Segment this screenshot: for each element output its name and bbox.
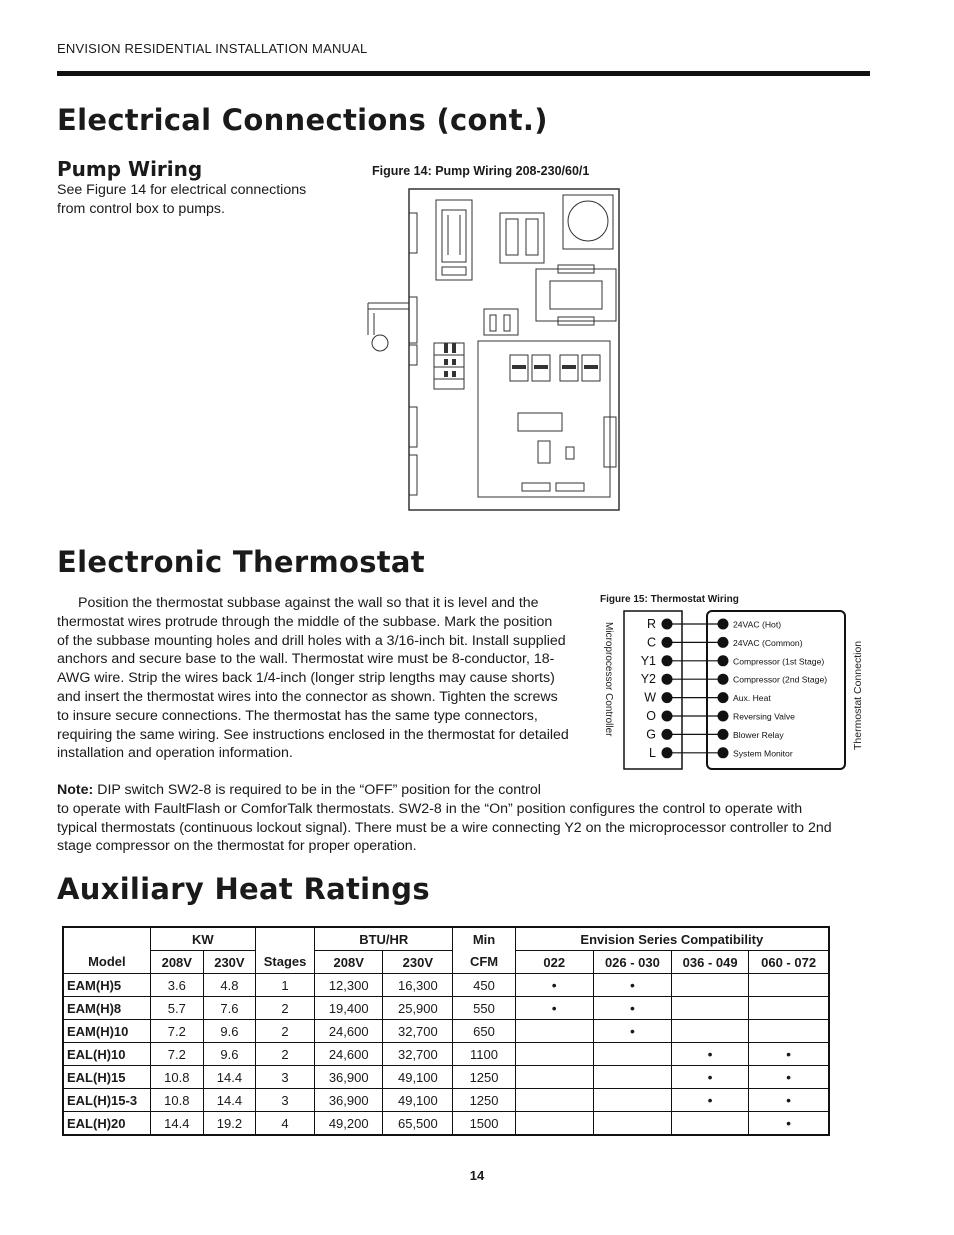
min-header: Min (453, 927, 515, 951)
auxiliary-heat-ratings-title: Auxiliary Heat Ratings (57, 872, 430, 906)
thermostat-terminal-dot (718, 692, 729, 703)
btu-header: BTU/HR (315, 927, 453, 951)
compat-022-cell: • (515, 974, 593, 997)
model-header: Model (63, 951, 150, 974)
kw-208v-cell: 3.6 (150, 974, 203, 997)
compat-026-030-cell: • (593, 974, 671, 997)
thermostat-paragraph (57, 594, 587, 763)
terminal-description: Reversing Valve (733, 711, 795, 722)
stages-header: Stages (255, 951, 314, 974)
kw-208v-cell: 10.8 (150, 1089, 203, 1112)
stages-cell: 1 (255, 974, 314, 997)
compat-022-cell (515, 1066, 593, 1089)
compat-060-072-cell: • (749, 1112, 829, 1136)
btu-230v-cell: 25,900 (383, 997, 453, 1020)
paragraph-line: thermostat wires protrude through the middle of the subbase. Mark the position (57, 613, 553, 630)
compat-026-030-header: 026 - 030 (593, 951, 671, 974)
kw-230v-cell: 14.4 (203, 1066, 255, 1089)
compat-036-049-cell (672, 1020, 749, 1043)
table-row (63, 1089, 829, 1112)
paragraph-line: requiring the same wiring. See instructions enclosed in the thermostat for detailed (57, 726, 569, 743)
terminal-label-w: W (644, 690, 656, 705)
kw-230v-cell: 7.6 (203, 997, 255, 1020)
auxiliary-heat-ratings-table (62, 926, 830, 1136)
kw-230v-cell: 9.6 (203, 1043, 255, 1066)
compat-036-049-cell (672, 974, 749, 997)
model-cell: EAL(H)15 (63, 1066, 150, 1089)
btu-230v-cell: 49,100 (383, 1066, 453, 1089)
table-row (63, 1043, 829, 1066)
thermostat-terminal-box (707, 611, 845, 769)
kw-230v-cell: 9.6 (203, 1020, 255, 1043)
compat-022-cell: • (515, 997, 593, 1020)
cfm-cell: 450 (453, 974, 515, 997)
table-sub-header-row (63, 951, 829, 974)
page-number: 14 (469, 1168, 485, 1183)
compat-036-049-cell: • (672, 1043, 749, 1066)
btu-208v-cell: 24,600 (315, 1043, 383, 1066)
header-rule (57, 71, 870, 76)
cfm-header: CFM (453, 951, 515, 974)
kw-230v-cell: 19.2 (203, 1112, 255, 1136)
compat-022-cell (515, 1020, 593, 1043)
cfm-cell: 1250 (453, 1066, 515, 1089)
terminal-label-c: C (646, 635, 656, 650)
table-row (63, 974, 829, 997)
model-cell: EAL(H)10 (63, 1043, 150, 1066)
kw-208v-cell: 5.7 (150, 997, 203, 1020)
compat-036-049-cell (672, 997, 749, 1020)
compat-026-030-cell: • (593, 997, 671, 1020)
thermostat-terminal-dot (718, 619, 729, 630)
model-cell: EAM(H)8 (63, 997, 150, 1020)
compat-060-072-cell: • (749, 1066, 829, 1089)
btu-230v-cell: 49,100 (383, 1089, 453, 1112)
electrical-connections-title: Electrical Connections (cont.) (57, 103, 548, 137)
electronic-thermostat-title: Electronic Thermostat (57, 545, 425, 579)
stages-cell: 3 (255, 1066, 314, 1089)
figure-15-caption: Figure 15: Thermostat Wiring (600, 594, 739, 605)
table-group-header-row (63, 927, 829, 951)
terminal-label-g: G (646, 727, 656, 742)
compat-022-cell (515, 1112, 593, 1136)
model-cell: EAL(H)15-3 (63, 1089, 150, 1112)
terminal-description: Compressor (1st Stage) (733, 656, 825, 667)
kw-208v-header: 208V (150, 951, 203, 974)
note-line: to operate with FaultFlash or ComforTalk thermostats. SW2-8 in the “On” position configures the control to operate with (57, 800, 803, 817)
terminal-label-y1: Y1 (640, 653, 656, 668)
paragraph-line: installation and operation information. (57, 745, 293, 762)
model-cell: EAM(H)10 (63, 1020, 150, 1043)
thermostat-wiring-diagram (596, 606, 872, 774)
btu-208v-cell: 19,400 (315, 997, 383, 1020)
model-cell: EAM(H)5 (63, 974, 150, 997)
paragraph-line: anchors and secure base to the wall. Thermostat wire must be 8-conductor, 18- (57, 651, 555, 668)
paragraph-line: and insert the thermostat wires into the connector as shown. Tighten the screws (57, 688, 558, 705)
btu-230v-cell: 65,500 (383, 1112, 453, 1136)
btu-230v-header: 230V (383, 951, 453, 974)
kw-208v-cell: 7.2 (150, 1020, 203, 1043)
compat-026-030-cell (593, 1112, 671, 1136)
btu-208v-cell: 24,600 (315, 1020, 383, 1043)
btu-208v-cell: 12,300 (315, 974, 383, 997)
cfm-cell: 1100 (453, 1043, 515, 1066)
running-header: ENVISION RESIDENTIAL INSTALLATION MANUAL (57, 41, 368, 56)
table-row (63, 997, 829, 1020)
thermostat-terminal-dot (718, 637, 729, 648)
thermostat-terminal-dot (718, 711, 729, 722)
cfm-cell: 1500 (453, 1112, 515, 1136)
btu-230v-cell: 32,700 (383, 1020, 453, 1043)
dip-switch-note (57, 781, 872, 856)
compat-026-030-cell (593, 1043, 671, 1066)
cfm-cell: 1250 (453, 1089, 515, 1112)
terminal-description: 24VAC (Common) (733, 637, 803, 648)
compat-022-cell (515, 1043, 593, 1066)
terminal-label-l: L (649, 745, 656, 760)
btu-208v-cell: 36,900 (315, 1066, 383, 1089)
terminal-label-y2: Y2 (640, 672, 656, 687)
kw-230v-cell: 4.8 (203, 974, 255, 997)
terminal-description: 24VAC (Hot) (733, 619, 782, 630)
thermostat-connection-label: Thermostat Connection (852, 640, 864, 750)
btu-208v-cell: 49,200 (315, 1112, 383, 1136)
kw-208v-cell: 10.8 (150, 1066, 203, 1089)
stages-cell: 4 (255, 1112, 314, 1136)
cfm-cell: 650 (453, 1020, 515, 1043)
compat-036-049-cell (672, 1112, 749, 1136)
table-row (63, 1020, 829, 1043)
stages-cell: 2 (255, 1043, 314, 1066)
compat-036-049-cell: • (672, 1089, 749, 1112)
model-header-spacer (63, 927, 150, 951)
pump-wiring-line: from control box to pumps. (57, 200, 225, 217)
compat-026-030-cell: • (593, 1020, 671, 1043)
compat-060-072-cell: • (749, 1089, 829, 1112)
terminal-label-r: R (646, 617, 656, 631)
kw-208v-cell: 7.2 (150, 1043, 203, 1066)
note-line (57, 781, 872, 800)
figure-14-caption: Figure 14: Pump Wiring 208-230/60/1 (372, 164, 590, 178)
compat-060-072-cell (749, 997, 829, 1020)
table-row (63, 1112, 829, 1136)
model-cell: EAL(H)20 (63, 1112, 150, 1136)
btu-208v-cell: 36,900 (315, 1089, 383, 1112)
compat-022-header: 022 (515, 951, 593, 974)
compat-060-072-header: 060 - 072 (749, 951, 829, 974)
compat-036-049-header: 036 - 049 (672, 951, 749, 974)
paragraph-line: of the subbase mounting holes and drill holes with a 3/16-inch bit. Install supplied (57, 632, 566, 649)
kw-230v-header: 230V (203, 951, 255, 974)
btu-230v-cell: 32,700 (383, 1043, 453, 1066)
compat-026-030-cell (593, 1066, 671, 1089)
terminal-description: Compressor (2nd Stage) (733, 674, 828, 685)
stages-cell: 2 (255, 1020, 314, 1043)
terminal-description: Blower Relay (733, 729, 784, 740)
paragraph-line: AWG wire. Strip the wires back 1/4-inch (longer strip lengths may cause shorts) (57, 670, 555, 687)
kw-header: KW (150, 927, 255, 951)
paragraph-line: to insure secure connections. The thermostat has the same type connectors, (57, 707, 538, 724)
pump-wiring-text (57, 181, 306, 219)
compat-header: Envision Series Compatibility (515, 927, 829, 951)
btu-230v-cell: 16,300 (383, 974, 453, 997)
table-row (63, 1066, 829, 1089)
pump-wiring-diagram (360, 185, 625, 515)
kw-230v-cell: 14.4 (203, 1089, 255, 1112)
note-line: typical thermostats (continuous lockout signal). There must be a wire connecting Y2 on the microprocessor controller to 2nd (57, 819, 832, 836)
thermostat-terminal-dot (718, 747, 729, 758)
note-line: stage compressor on the thermostat for proper operation. (57, 838, 417, 855)
compat-026-030-cell (593, 1089, 671, 1112)
terminal-description: Aux. Heat (733, 693, 771, 704)
kw-208v-cell: 14.4 (150, 1112, 203, 1136)
note-text: DIP switch SW2-8 is required to be in the “OFF” position for the control (93, 782, 541, 798)
thermostat-terminal-dot (718, 655, 729, 666)
compat-022-cell (515, 1089, 593, 1112)
pump-wiring-line: See Figure 14 for electrical connections (57, 182, 307, 198)
note-label: Note: (57, 782, 94, 798)
thermostat-terminal-dot (718, 674, 729, 685)
cfm-cell: 550 (453, 997, 515, 1020)
thermostat-terminal-dot (718, 729, 729, 740)
microprocessor-controller-label: Microprocessor Controller (603, 622, 614, 737)
btu-208v-header: 208V (315, 951, 383, 974)
compat-060-072-cell (749, 1020, 829, 1043)
compat-060-072-cell (749, 974, 829, 997)
stages-cell: 2 (255, 997, 314, 1020)
compat-060-072-cell: • (749, 1043, 829, 1066)
stages-header-spacer (255, 927, 314, 951)
pump-wiring-heading: Pump Wiring (57, 157, 203, 181)
stages-cell: 3 (255, 1089, 314, 1112)
paragraph-line: Position the thermostat subbase against the wall so that it is level and the (78, 595, 539, 611)
terminal-description: System Monitor (733, 748, 793, 759)
terminal-label-o: O (646, 709, 656, 723)
compat-036-049-cell: • (672, 1066, 749, 1089)
